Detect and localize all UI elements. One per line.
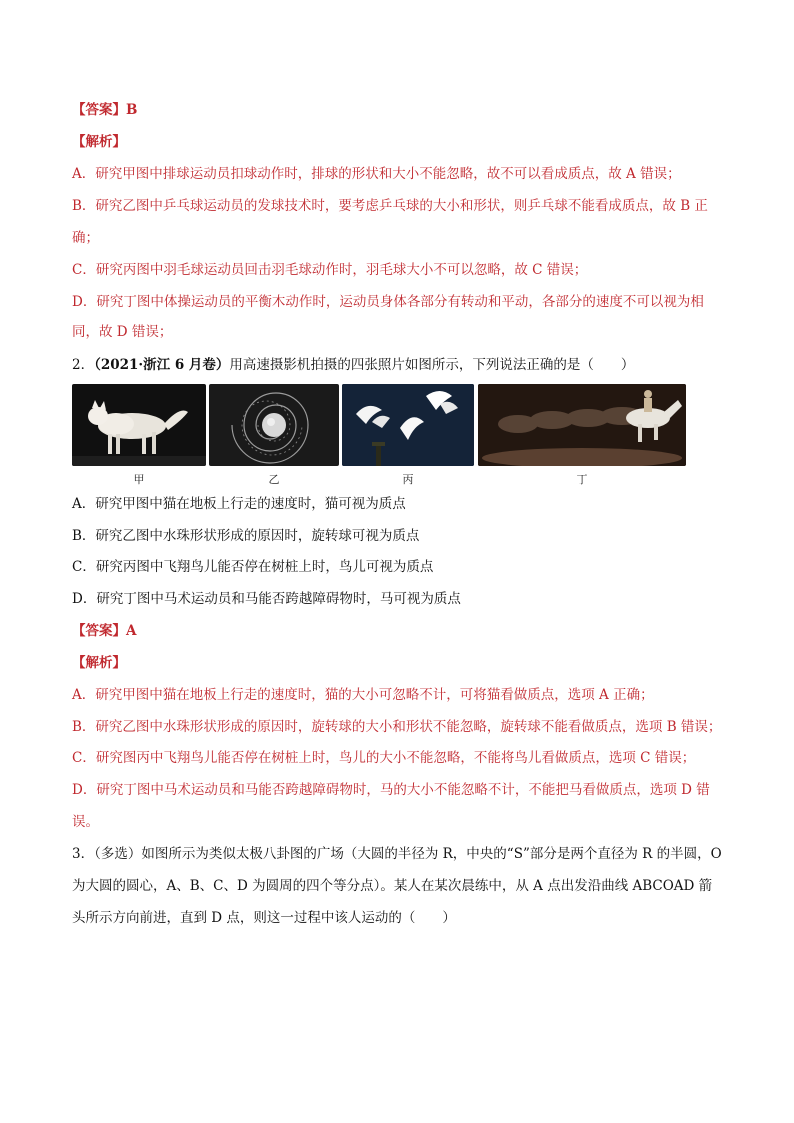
answer-tag: 【答案】 [72,623,126,639]
q3-line-3: 头所示方向前进，直到 D 点，则这一过程中该人运动的（ ） [72,910,456,926]
q2-number: 2． [72,357,95,373]
photo-spinning-ball [209,384,339,466]
answer-tag: 【答案】 [72,102,126,118]
caption-ding: 丁 [576,473,588,486]
photo-flying-birds [342,384,474,466]
q1-analysis-line-d-cont: 同，故 D 错误； [72,324,173,340]
q2-analysis-line-c: C．研究图丙中飞翔鸟儿能否停在树桩上时，鸟儿的大小不能忽略，不能将鸟儿看做质点，选项 C 错误； [72,750,696,766]
q2-source: （2021·浙江 6 月卷） [94,357,230,373]
q2-stem [72,355,634,375]
q2-analysis-line-a: A．研究甲图中猫在地板上行走的速度时，猫的大小可忽略不计，可将猫看做质点，选项 A 正确； [72,687,654,703]
q2-analysis-line-b: B．研究乙图中水珠形状形成的原因时，旋转球的大小和形状不能忽略，旋转球不能看做质点，选项 B 错误； [72,719,722,735]
q1-analysis-tag: 【解析】 [72,134,126,150]
q2-option-b: B．研究乙图中水珠形状形成的原因时，旋转球可视为质点 [72,528,420,544]
q1-analysis-line-d: D．研究丁图中体操运动员的平衡木动作时，运动员身体各部分有转动和平动，各部分的速度不可以视为相 [72,294,704,310]
q1-analysis-line-b-cont: 确； [72,230,99,246]
q2-answer [72,621,136,641]
q2-analysis-line-d-cont: 误。 [72,814,99,830]
q2-option-c: C．研究丙图中飞翔鸟儿能否停在树桩上时，鸟儿可视为质点 [72,559,434,575]
q2-analysis-line-d: D．研究丁图中马术运动员和马能否跨越障碍物时，马的大小不能忽略不计，不能把马看做质点，选项 D 错 [72,782,710,798]
q2-option-a: A．研究甲图中猫在地板上行走的速度时，猫可视为质点 [72,496,406,512]
photo-cat [72,384,206,466]
q2-option-d: D．研究丁图中马术运动员和马能否跨越障碍物时，马可视为质点 [72,591,461,607]
q1-analysis-line-a: A．研究甲图中排球运动员扣球动作时，排球的形状和大小不能忽略，故不可以看成质点，故 A 错误； [72,166,681,182]
q1-analysis-line-c: C．研究丙图中羽毛球运动员回击羽毛球动作时，羽毛球大小不可以忽略，故 C 错误； [72,262,588,278]
q3-line-1: 3．（多选）如图所示为类似太极八卦图的广场（大圆的半径为 R，中央的“S”部分是两个直径为 R 的半圆，O [72,846,722,862]
q2-analysis-tag: 【解析】 [72,655,126,671]
answer-value: B [126,102,138,118]
answer-value: A [126,623,137,639]
caption-bing: 丙 [402,473,414,486]
q3-line-2: 为大圆的圆心，A、B、C、D 为圆周的四个等分点）。某人在某次晨练中，从 A 点出发沿曲线 ABCOAD 箭 [72,878,713,894]
q2-stem-text: 用高速摄影机拍摄的四张照片如图所示，下列说法正确的是（ ） [229,357,635,373]
photo-horse-jump [478,384,686,466]
caption-yi: 乙 [268,473,280,486]
caption-jia: 甲 [133,473,145,486]
q1-answer [72,100,137,120]
q1-analysis-line-b: B．研究乙图中乒乓球运动员的发球技术时，要考虑乒乓球的大小和形状，则乒乓球不能看成质点，故 B 正 [72,198,708,214]
